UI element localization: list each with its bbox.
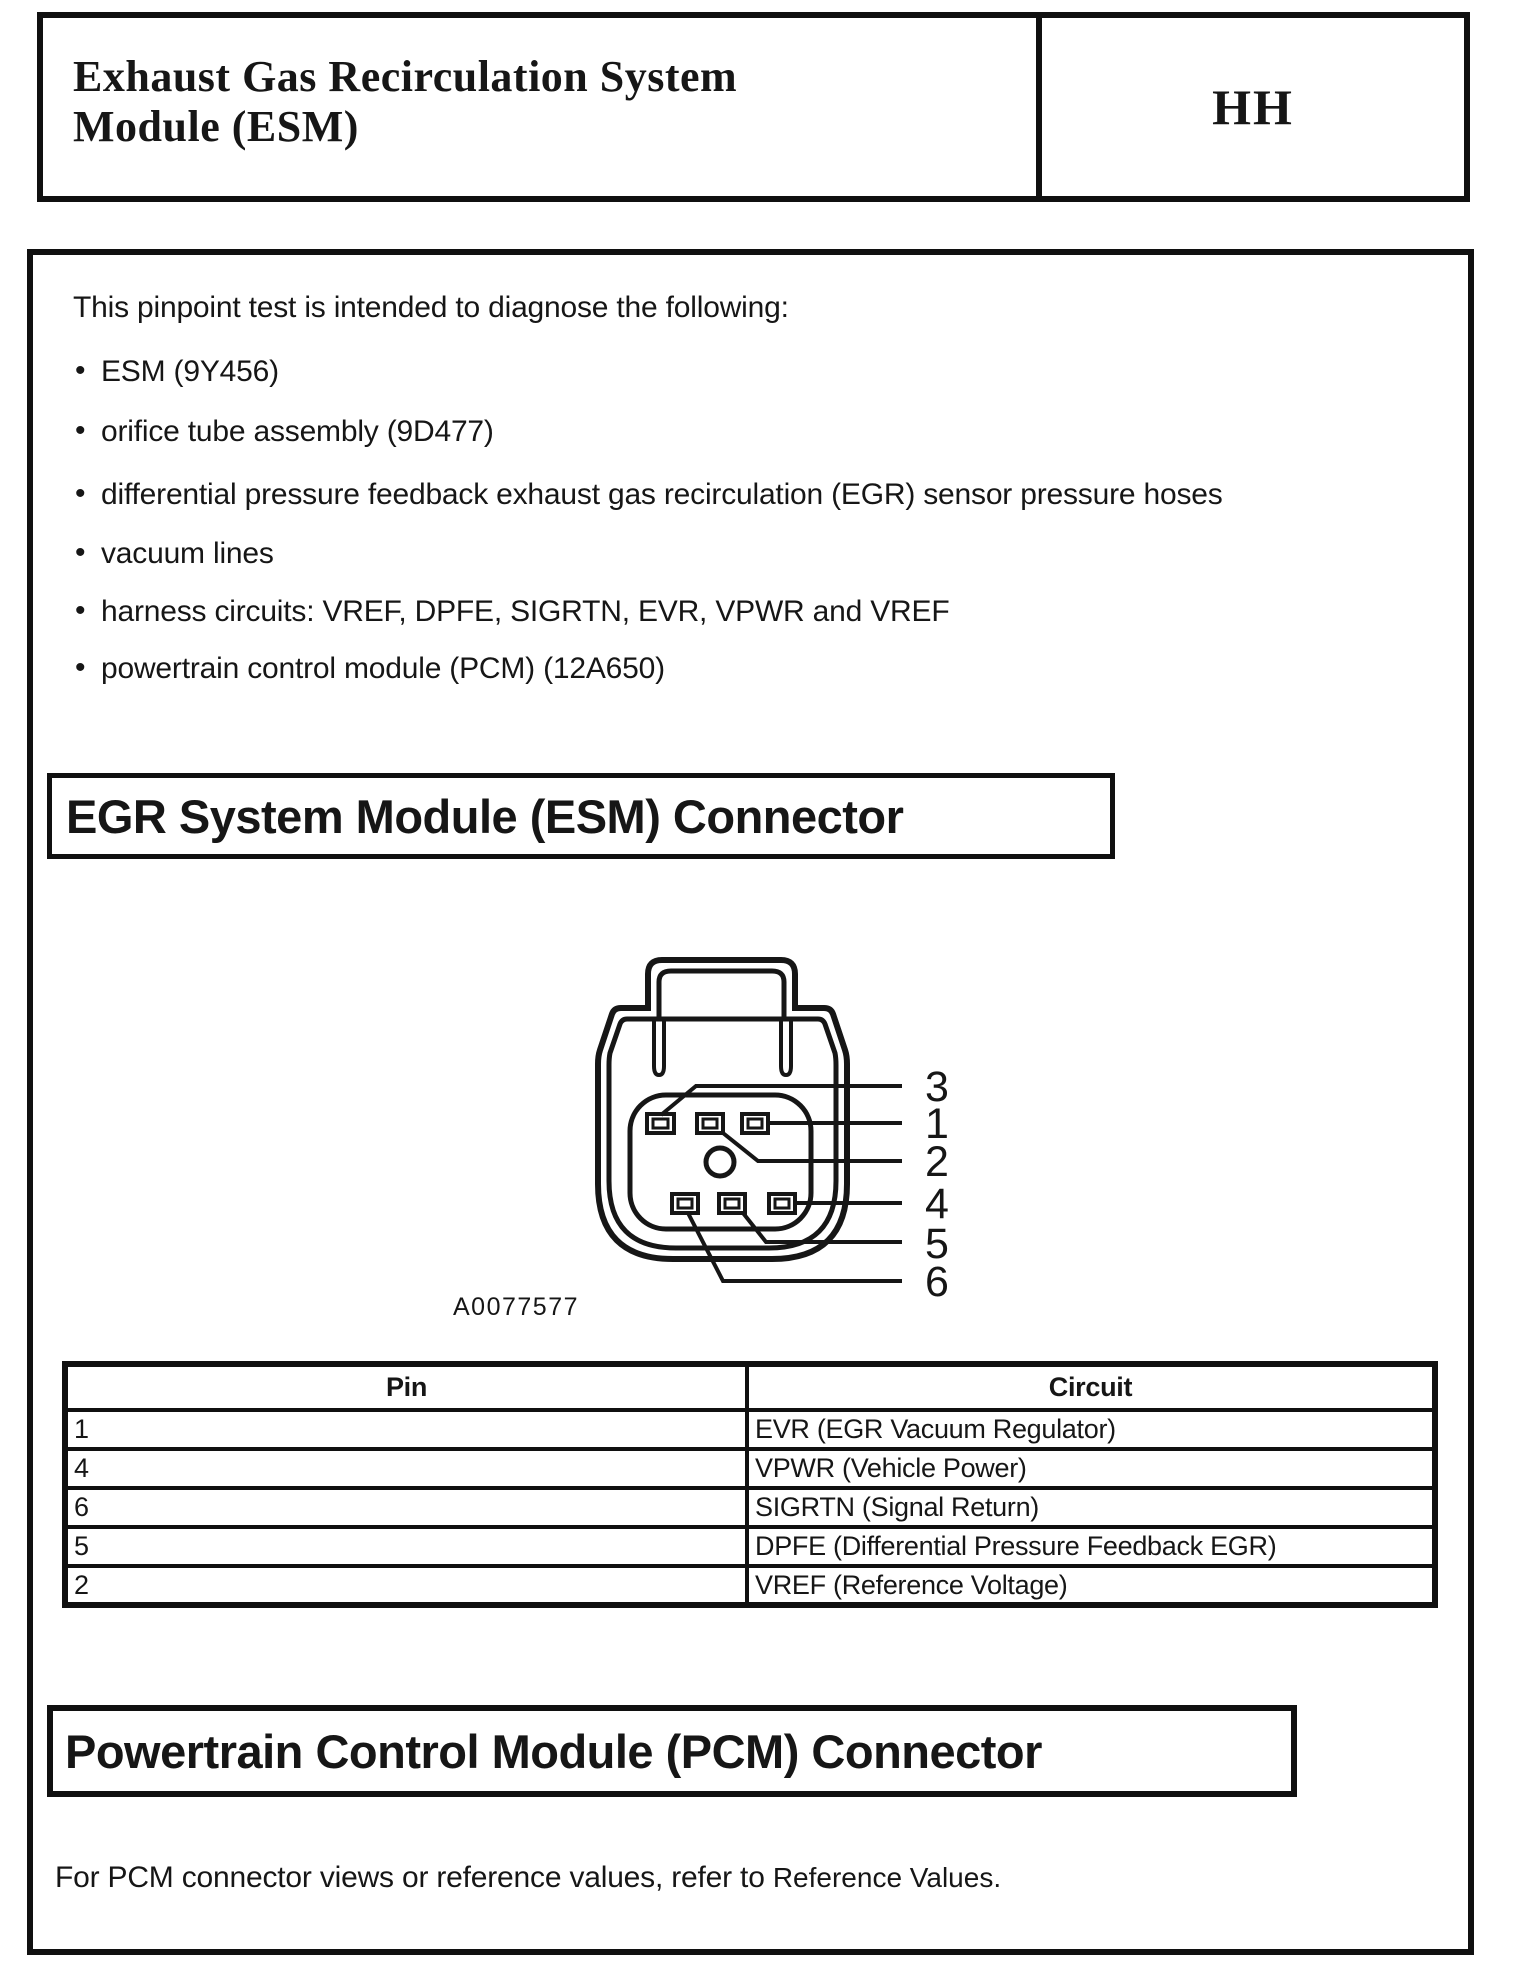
pin-circuit-table-wrap: [62, 1361, 1438, 1608]
bullet-item: • differential pressure feedback exhaust gas recirculation (EGR) sensor pressure hoses: [73, 478, 1223, 512]
pin-number-label: 2: [925, 1138, 949, 1186]
figure-caption: A0077577: [453, 1293, 580, 1321]
bullet-item: • orifice tube assembly (9D477): [73, 415, 494, 449]
pin-cell: 1: [65, 1410, 747, 1449]
document-title-line1: Exhaust Gas Recirculation System: [73, 52, 738, 101]
bullet-item: • ESM (9Y456): [73, 355, 279, 389]
bullet-item: • harness circuits: VREF, DPFE, SIGRTN, EVR, VPWR and VREF: [73, 595, 949, 629]
bullet-item: • powertrain control module (PCM) (12A650): [73, 652, 665, 686]
pin-number-label: 4: [925, 1180, 949, 1228]
pin-circuit-table: [62, 1361, 1438, 1608]
bullet-item: • vacuum lines: [73, 537, 274, 571]
table-row: [65, 1449, 1435, 1488]
section-code: HH: [1036, 18, 1464, 196]
table-row: [65, 1488, 1435, 1527]
circuit-cell: SIGRTN (Signal Return): [747, 1488, 1435, 1527]
column-header-pin: Pin: [65, 1364, 747, 1410]
pcm-reference-note: [55, 1861, 1001, 1895]
table-row: [65, 1527, 1435, 1566]
page-header: [37, 12, 1470, 202]
pin-number-label: 6: [925, 1258, 949, 1306]
document-title: [43, 18, 1036, 196]
pin-cell: 5: [65, 1527, 747, 1566]
connector-diagram: [440, 930, 1000, 1310]
circuit-cell: VREF (Reference Voltage): [747, 1566, 1435, 1605]
document-title-line2: Module (ESM): [73, 102, 359, 151]
circuit-cell: DPFE (Differential Pressure Feedback EGR): [747, 1527, 1435, 1566]
pcm-note-text: For PCM connector views or reference values, refer to: [55, 1861, 773, 1894]
pin-cell: 6: [65, 1488, 747, 1527]
pin-number-label: 3: [925, 1063, 949, 1111]
circuit-cell: EVR (EGR Vacuum Regulator): [747, 1410, 1435, 1449]
table-header-row: [65, 1364, 1435, 1410]
pin-number-label: 1: [925, 1100, 949, 1148]
pin-number-label: 5: [925, 1220, 949, 1268]
pin-cell: 2: [65, 1566, 747, 1605]
pin-cell: 4: [65, 1449, 747, 1488]
pcm-note-reference: Reference Values.: [772, 1862, 1002, 1893]
circuit-cell: VPWR (Vehicle Power): [747, 1449, 1435, 1488]
pcm-connector-heading: Powertrain Control Module (PCM) Connector: [47, 1705, 1297, 1797]
intro-lead-text: This pinpoint test is intended to diagnose the following:: [73, 291, 789, 324]
esm-connector-heading: EGR System Module (ESM) Connector: [47, 773, 1115, 859]
table-row: [65, 1410, 1435, 1449]
column-header-circuit: Circuit: [747, 1364, 1435, 1410]
table-row: [65, 1566, 1435, 1605]
esm-connector-figure: [440, 930, 1000, 1310]
content-frame: [27, 249, 1474, 1955]
